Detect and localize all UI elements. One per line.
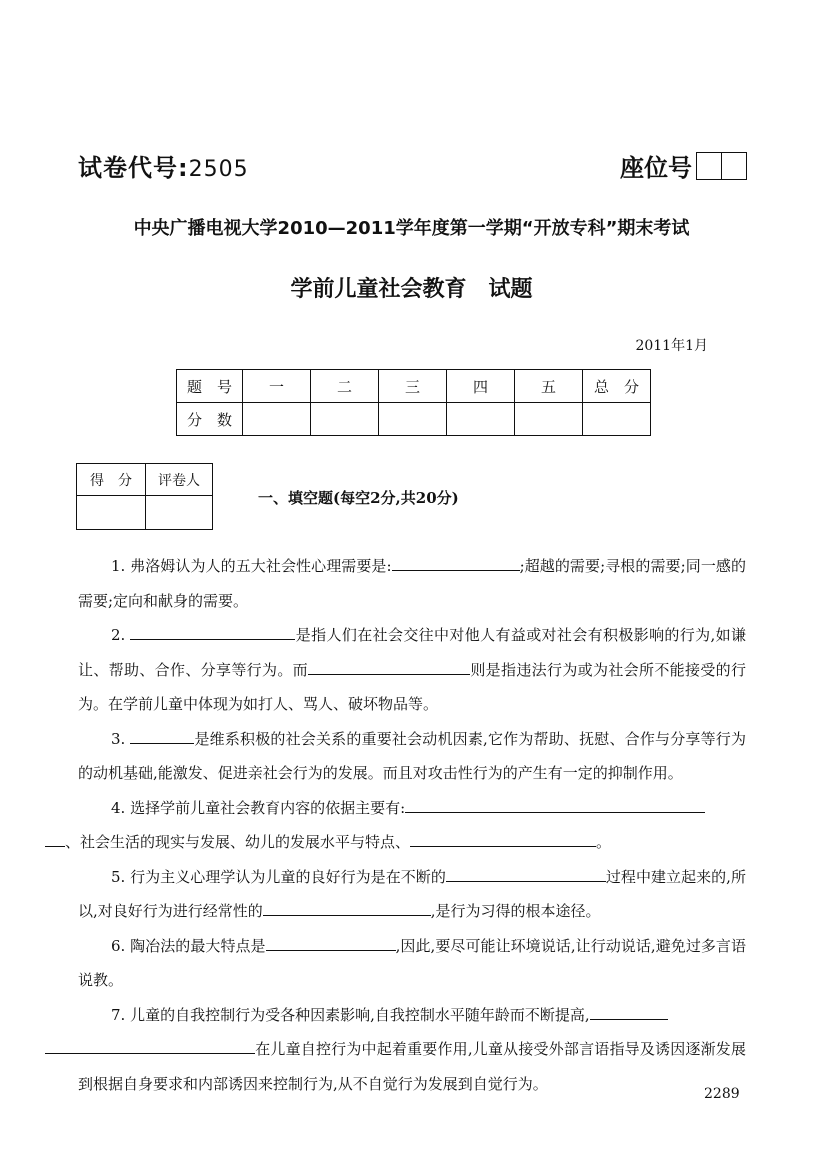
answer-blank (405, 798, 705, 813)
question-text: 1. 弗洛姆认为人的五大社会性心理需要是: (111, 557, 392, 575)
question-text: 7. 儿童的自我控制行为受各种因素影响,自我控制水平随年龄而不断提高, (111, 1005, 590, 1024)
score-cell (243, 403, 311, 436)
answer-blank (392, 556, 520, 571)
question-text: 。 (596, 833, 612, 851)
score-table-col: 二 (311, 370, 379, 403)
question-text: 在儿童自控行为中起着重要作用,儿童从接受外部言语指导及诱因逐渐发展到根据自身要求和内部诱因来控制行为,从不自觉行为发展到自觉行为。 (78, 1040, 746, 1093)
seat-number-label: 座位号 (620, 154, 692, 182)
exam-title: 学前儿童社会教育 试题 (290, 277, 533, 302)
score-table-col: 三 (379, 370, 447, 403)
exam-code-number: 2505 (188, 157, 249, 182)
question-3 (78, 722, 746, 791)
question-text: ;超越的需要;寻根的需要;同一感的需要;定向和献身的需要。 (78, 557, 746, 610)
score-table-row-label: 分 数 (177, 403, 243, 436)
question-text: 2. (111, 626, 126, 644)
question-1 (78, 549, 746, 618)
question-text: ,是行为习得的根本途径。 (430, 902, 601, 920)
score-table-col: 四 (447, 370, 515, 403)
grader-name-cell (146, 496, 213, 530)
answer-blank (410, 832, 596, 847)
answer-blank (308, 660, 470, 675)
answer-blank (446, 867, 606, 882)
question-6 (78, 929, 746, 998)
exam-header: 中央广播电视大学2010—2011学年度第一学期“开放专科”期末考试 (133, 218, 690, 239)
seat-number-boxes (696, 152, 747, 180)
score-table (176, 369, 651, 436)
score-table-col: 一 (243, 370, 311, 403)
score-cell (583, 403, 651, 436)
answer-blank (45, 1039, 255, 1054)
question-text: 过程中建立起来的,所以,对良好行为进行经常性的 (78, 867, 746, 920)
score-cell (447, 403, 515, 436)
grader-table (76, 463, 213, 530)
question-text: 4. 选择学前儿童社会教育内容的依据主要有: (111, 798, 406, 817)
grader-score-label: 得 分 (77, 464, 146, 496)
question-text: ,因此,要尽可能让环境说话,让行动说话,避免过多言语说教。 (78, 936, 746, 989)
score-table-col: 五 (515, 370, 583, 403)
answer-blank (266, 936, 396, 951)
exam-code-label: 试卷代号: (78, 154, 189, 182)
question-text: 3. (111, 729, 126, 748)
answer-blank (590, 1005, 668, 1020)
exam-date: 2011年1月 (635, 338, 708, 354)
question-text: 5. 行为主义心理学认为儿童的良好行为是在不断的 (111, 867, 446, 886)
score-table-score-row (177, 403, 651, 436)
seat-box (722, 152, 747, 180)
answer-blank (263, 901, 431, 916)
question-text: 则是指违法行为或为社会所不能接受的行为。在学前儿童中体现为如打人、骂人、破坏物品等。 (78, 660, 746, 713)
question-text: 、社会生活的现实与发展、幼儿的发展水平与特点、 (65, 833, 411, 851)
exam-code (78, 148, 249, 183)
score-table-total: 总 分 (583, 370, 651, 403)
answer-blank (45, 832, 65, 847)
score-cell (379, 403, 447, 436)
grader-score-cell (77, 496, 146, 530)
question-text: 是指人们在社会交往中对他人有益或对社会有积极影响的行为,如谦让、帮助、合作、分享等行为。而 (78, 626, 746, 679)
answer-blank (130, 625, 295, 640)
section-title: 一、填空题(每空2分,共20分) (258, 489, 459, 507)
score-table-header-row (177, 370, 651, 403)
grader-name-label: 评卷人 (146, 464, 213, 496)
question-5 (78, 860, 746, 929)
question-4 (65, 791, 746, 860)
page-number: 2289 (704, 1086, 740, 1102)
seat-number (620, 148, 747, 183)
question-text: 是维系积极的社会关系的重要社会动机因素,它作为帮助、抚慰、合作与分享等行为的动机基础,能激发、促进亲社会行为的发展。而且对攻击性行为的产生有一定的抑制作用。 (78, 729, 746, 782)
question-list (65, 549, 746, 1101)
answer-blank (130, 729, 194, 744)
score-cell (515, 403, 583, 436)
score-cell (311, 403, 379, 436)
question-7 (78, 998, 746, 1102)
score-table-label: 题 号 (177, 370, 243, 403)
question-text: 6. 陶冶法的最大特点是 (111, 936, 266, 955)
seat-box (696, 152, 722, 180)
question-2 (78, 618, 746, 722)
